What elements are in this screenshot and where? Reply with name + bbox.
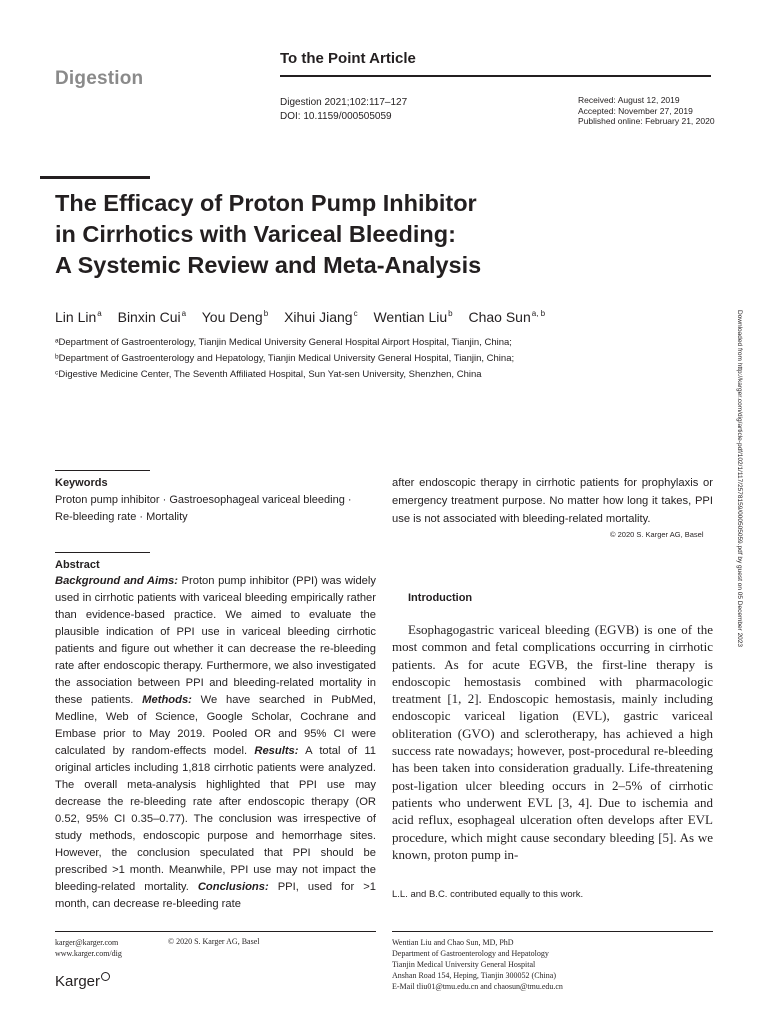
abstract-heading: Abstract: [55, 559, 100, 571]
abstract-label: Methods:: [142, 694, 192, 706]
abstract-label: Conclusions:: [197, 881, 269, 893]
abstract-body: Proton pump inhibitor (PPI) was widely used in cirrhotic patients with variceal bleeding empirically rather than evidence-based practice. We aimed to evaluate the plausible indication of PPI use in variceal bleeding cirrhotic patients and figure out whether it can decrease the re-bleeding rate after endoscopic therapy. Furthermore, we also investigated the association between PPI and bleeding-related mortality in these patients.: [55, 575, 376, 706]
author[interactable]: Xihui Jiang$^c$: [284, 309, 358, 325]
title-line: A Systemic Review and Meta-Analysis: [55, 252, 482, 278]
abstract-continuation: after endoscopic therapy in cirrhotic patients for prophylaxis or emergency treatment purpose. No matter how long it takes, PPI use is not associated with bleeding-related mortality.: [392, 477, 713, 525]
affiliations: [55, 335, 514, 383]
footer-copyright: © 2020 S. Karger AG, Basel: [168, 937, 260, 946]
published-date: Published online: February 21, 2020: [578, 116, 715, 126]
citation-doi[interactable]: DOI: 10.1159/000505059: [280, 111, 392, 122]
title-rule: [40, 176, 150, 179]
keywords-heading: Keywords: [55, 477, 108, 489]
abstract-body: We have searched in PubMed, Medline, Web of Science, Google Scholar, Cochrane and Embase prior to May 2019. Pooled OR and 95% CI were calculated by random-effects model.: [55, 694, 376, 757]
author[interactable]: Wentian Liu$^b$: [373, 309, 453, 325]
keywords-rule: [55, 470, 150, 471]
publisher-website[interactable]: www.karger.com/dig: [55, 949, 122, 958]
author[interactable]: Chao Sun$^{a, b}$: [468, 309, 546, 325]
correspondence-line: Anshan Road 154, Heping, Tianjin 300052 (China): [392, 971, 556, 980]
publisher-logo: [55, 972, 110, 990]
affiliation: ᵃDepartment of Gastroenterology, Tianjin Medical University General Hospital Airport Hospital, Tianjin, China;: [55, 337, 512, 348]
publisher-contact: [55, 937, 122, 959]
author[interactable]: Lin Lin$^a$: [55, 309, 102, 325]
abstract-body: PPI, used for >1 month, can decrease re-bleeding rate: [55, 881, 376, 910]
abstract-body: A total of 11 original articles including 1,818 cirrhotic patients were analyzed. The overall meta-analysis highlighted that PPI use may decrease the re-bleeding rate after endoscopic therapy (OR 0.52, 95% CI 0.35–0.77). The conclusion was irrespective of study methods, endoscopic purpose and hemorrhage sites. However, the conclusion speculated that PPI should be prescribed >1 month. Meanwhile, PPI use may not impact the bleeding-related mortality.: [55, 745, 376, 893]
download-note-text: Downloaded from http://karger.com/dig/article-pdf/102/1/117/2578159/000505059.pdf by guest on 05 December 2023: [736, 310, 743, 648]
author[interactable]: You Deng$^b$: [201, 309, 269, 325]
author[interactable]: Binxin Cui$^a$: [117, 309, 187, 325]
footnote: L.L. and B.C. contributed equally to this work.: [392, 889, 584, 900]
citation: [280, 96, 407, 124]
abstract-copyright: © 2020 S. Karger AG, Basel: [610, 530, 704, 539]
footer-rule-left: [55, 931, 376, 932]
journal-name: Digestion: [55, 68, 144, 89]
footer-rule-right: [392, 931, 713, 932]
introduction-text: Esophagogastric variceal bleeding (EGVB) is one of the most common and fetal complications occurring in cirrhotic patients. As for acute EGVB, the first-line therapy is endoscopic hemostasis combined with pharmacologic treatment [1, 2]. Endoscopic hemostasis, mainly including endoscopic variceal ligation (EVL), gastric variceal obliteration (GVO) and sclerotherapy, has achieved a high success rate nowadays; however, post-procedural re-bleeding has been taken into consideration gradually. Life-threatening post-ligation ulcer bleeding occurs in 2–5% of cirrhotic patients who underwent EVL [3, 4]. Due to ischemia and acid reflux, esophageal ulceration often develops after EVL procedure, which might cause secondary bleeding [5]. As we known, proton pump in-: [392, 622, 713, 862]
correspondence-line: Department of Gastroenterology and Hepatology: [392, 949, 549, 958]
received-date: Received: August 12, 2019: [578, 95, 680, 105]
accepted-date: Accepted: November 27, 2019: [578, 105, 693, 116]
abstract-label: Results:: [254, 745, 299, 757]
header-rule: [280, 75, 711, 77]
publisher-email[interactable]: karger@karger.com: [55, 938, 119, 947]
title-line: in Cirrhotics with Variceal Bleeding:: [55, 221, 456, 247]
correspondence-email[interactable]: E-Mail tliu01@tmu.edu.cn and chaosun@tmu.edu.cn: [392, 982, 563, 991]
article-type: To the Point Article: [280, 50, 416, 67]
abstract-label: Background and Aims:: [55, 575, 178, 587]
introduction-heading: Introduction: [408, 592, 473, 604]
abstract-rule: [55, 552, 150, 553]
download-note: [733, 310, 747, 970]
author-list: [55, 309, 557, 325]
affiliation: ᶜDigestive Medicine Center, The Seventh Affiliated Hospital, Sun Yat-sen University, Shenzhen, China: [55, 369, 482, 380]
citation-journal: Digestion 2021;102:117–127: [280, 97, 408, 108]
keywords-text: Proton pump inhibitor · Gastroesophageal variceal bleeding · Re-bleeding rate · Mortality: [55, 494, 352, 523]
publication-dates: [578, 95, 715, 127]
article-title: [55, 188, 615, 281]
abstract-text: [55, 573, 376, 913]
correspondence-line: Wentian Liu and Chao Sun, MD, PhD: [392, 938, 514, 947]
title-line: The Efficacy of Proton Pump Inhibitor: [55, 190, 477, 216]
affiliation: ᵇDepartment of Gastroenterology and Hepatology, Tianjin Medical University General Hospital, Tianjin, China;: [55, 353, 515, 364]
publisher-logo-icon: [101, 972, 110, 981]
correspondence-line: Tianjin Medical University General Hospital: [392, 960, 536, 969]
publisher-name: Karger: [55, 973, 101, 990]
correspondence: [392, 937, 563, 992]
